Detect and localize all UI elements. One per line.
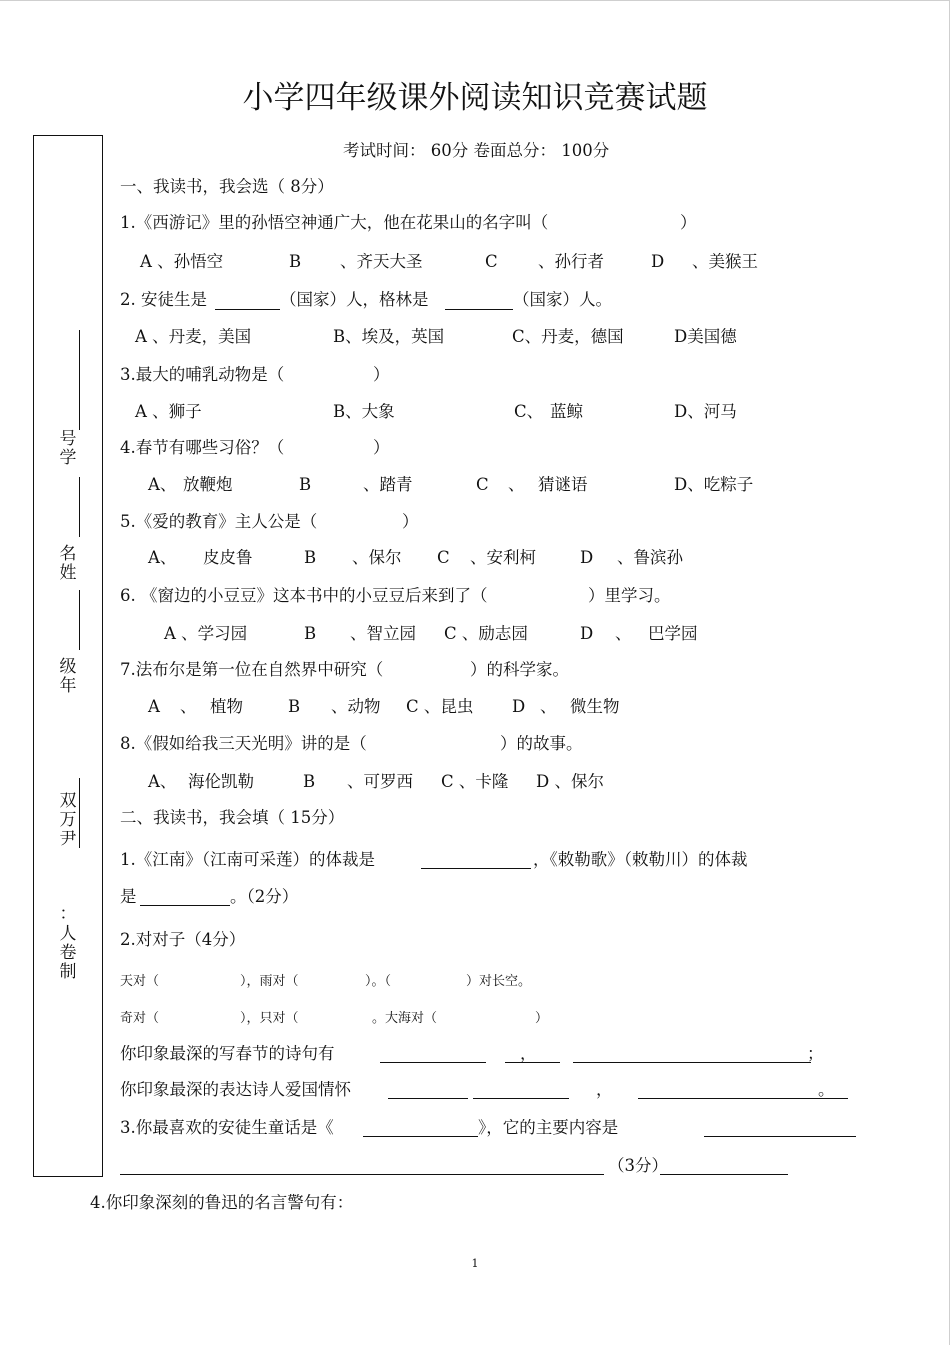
q2-blank-1[interactable]	[215, 309, 280, 310]
s2-q1-line1: 1.《江南》（江南可采莲）的体裁是	[120, 850, 375, 869]
q2-option-d: D美国德	[674, 327, 737, 346]
q1-option-d-letter: D	[651, 252, 665, 271]
q2-option-c: C、丹麦，德国	[512, 327, 624, 346]
q5-option-c: 、安利柯	[470, 548, 536, 567]
q3-option-d: D、河马	[674, 402, 737, 421]
patriot-poem-end: 。	[818, 1080, 835, 1099]
q1-option-c-letter: C	[485, 252, 498, 271]
q7-option-b-letter: B	[288, 697, 301, 716]
q6-option-d-letter: D	[580, 624, 594, 643]
q6-option-b-letter: B	[304, 624, 317, 643]
spring-poem-prompt: 你印象最深的写春节的诗句有	[120, 1044, 335, 1063]
q1-option-d: 、美猴王	[692, 252, 758, 271]
couplet-row2-c: 。大海对（	[372, 1011, 438, 1026]
q7-option-a-mark: 、	[180, 697, 197, 716]
q8-option-b: 、可罗西	[347, 772, 413, 791]
q3-option-b: B、大象	[333, 402, 395, 421]
q5-option-d-letter: D	[580, 548, 594, 567]
q5-option-a: 皮皮鲁	[203, 548, 253, 567]
s2-q3-score: （3分）	[608, 1156, 668, 1175]
sidebar-label-xingming: 名姓	[59, 544, 77, 583]
q1-option-c: 、孙行者	[538, 252, 604, 271]
q4-option-d: D、吃粽子	[674, 475, 754, 494]
q2-mid: （国家）人，格林是	[280, 290, 429, 309]
section2-heading: 二、我读书，我会填（ 15分）	[120, 808, 345, 827]
s2-q1-line2-end: 。（2分）	[230, 887, 299, 906]
q4-option-a-letter: A、	[148, 475, 177, 494]
q3-stem: 3.最大的哺乳动物是（	[120, 365, 285, 384]
q7-option-d-mark: 、	[540, 697, 557, 716]
q8-option-c: C 、卡隆	[441, 772, 509, 791]
sidebar-line-3	[79, 590, 80, 650]
q7-option-a-letter: A	[148, 697, 160, 716]
q5-option-b: 、保尔	[352, 548, 402, 567]
q4-option-c-letter: C	[476, 475, 489, 494]
sidebar-line-2	[79, 477, 80, 537]
q4-option-c: 猜谜语	[538, 475, 588, 494]
q3-option-c: 蓝鲸	[550, 402, 583, 421]
page-number: 1	[471, 1257, 479, 1270]
q2-stem: 2. 安徒生是	[120, 290, 207, 309]
patriot-poem-blank-3[interactable]	[638, 1098, 848, 1099]
q5-option-a-letter: A、	[148, 548, 177, 567]
s2-q1-blank-2[interactable]	[140, 905, 230, 906]
binding-sidebar	[33, 135, 103, 1177]
q1-close: ）	[680, 213, 697, 232]
couplet-row2-a: 奇对（	[120, 1011, 160, 1026]
page-top-border	[0, 0, 950, 1]
couplet-row1-c: ）。（	[365, 974, 392, 989]
q8-close: ）的故事。	[500, 734, 583, 753]
q8-option-a-letter: A、	[148, 772, 177, 791]
spring-poem-blank-1[interactable]	[380, 1062, 486, 1063]
q1-option-b: 、齐天大圣	[340, 252, 423, 271]
q7-option-c: C 、昆虫	[406, 697, 474, 716]
couplet-row2-d: ）	[535, 1011, 549, 1026]
s2-q3-blank-content-2[interactable]	[120, 1174, 604, 1175]
patriot-poem-blank-1[interactable]	[388, 1098, 468, 1099]
sidebar-colon: ：	[59, 904, 77, 924]
spring-poem-comma: ，	[520, 1044, 537, 1063]
couplet-row1-d: ）对长空。	[466, 974, 532, 989]
q5-option-c-letter: C	[437, 548, 450, 567]
sidebar-label-zhijuanren: 人卷制	[59, 924, 77, 982]
q3-option-c-letter: C、	[514, 402, 544, 421]
sidebar-name-value: 双万尹	[59, 791, 77, 849]
s2-q2-heading: 2.对对子（4分）	[120, 930, 246, 949]
s2-q1-comma: ，《敕勒歌》（敕勒川）的体裁	[533, 850, 748, 869]
q1-option-b-letter: B	[289, 252, 302, 271]
q7-stem: 7.法布尔是第一位在自然界中研究（	[120, 660, 384, 679]
q2-option-a: A 、丹麦，美国	[135, 327, 252, 346]
q4-option-c-mark: 、	[508, 475, 525, 494]
q5-option-b-letter: B	[304, 548, 317, 567]
q8-option-a: 海伦凯勒	[188, 772, 254, 791]
q7-option-b: 、动物	[331, 697, 381, 716]
patriot-poem-comma: ，	[596, 1080, 613, 1099]
couplet-row1-a: 天对（	[120, 974, 160, 989]
s2-q4: 4.你印象深刻的鲁迅的名言警句有：	[90, 1193, 354, 1212]
q6-stem: 6. 《窗边的小豆豆》这本书中的小豆豆后来到了（	[120, 586, 488, 605]
q5-stem: 5.《爱的教育》主人公是（	[120, 512, 318, 531]
patriot-poem-blank-2[interactable]	[473, 1098, 569, 1099]
exam-info: 考试时间： 60分 卷面总分： 100分	[343, 141, 610, 160]
q2-blank-2[interactable]	[445, 309, 513, 310]
q8-option-b-letter: B	[303, 772, 316, 791]
q8-stem: 8.《假如给我三天光明》讲的是（	[120, 734, 367, 753]
q3-close: ）	[373, 365, 390, 384]
q1-option-a: A 、孙悟空	[140, 252, 224, 271]
sidebar-line-4	[79, 778, 80, 848]
q4-option-a: 放鞭炮	[183, 475, 233, 494]
q1-stem: 1.《西游记》里的孙悟空神通广大，他在花果山的名字叫（	[120, 213, 549, 232]
spring-poem-blank-3[interactable]	[573, 1062, 811, 1063]
s2-q3-mid: 》，它的主要内容是	[478, 1118, 619, 1137]
q6-option-b: 、智立园	[350, 624, 416, 643]
s2-q1-blank-1[interactable]	[421, 868, 531, 869]
page-title: 小学四年级课外阅读知识竞赛试题	[242, 80, 708, 116]
couplet-row1-b: ），雨对（	[240, 974, 299, 989]
s2-q1-line2-start: 是	[120, 887, 137, 906]
q6-option-d-mark: 、	[615, 624, 632, 643]
s2-q3-blank-title[interactable]	[363, 1136, 478, 1137]
q8-option-d: D 、保尔	[536, 772, 604, 791]
q7-option-a: 植物	[210, 697, 243, 716]
section1-heading: 一、我读书，我会选（ 8分）	[120, 177, 334, 196]
sidebar-line-1	[79, 330, 80, 430]
couplet-row2-b: ），只对（	[240, 1011, 299, 1026]
q5-close: ）	[402, 512, 419, 531]
q2-option-b: B、埃及，英国	[333, 327, 445, 346]
q7-option-d-letter: D	[512, 697, 526, 716]
q4-close: ）	[373, 438, 390, 457]
q2-end: （国家）人。	[513, 290, 612, 309]
q6-option-d: 巴学园	[648, 624, 698, 643]
q6-option-a: A 、学习园	[164, 624, 248, 643]
q6-option-c: C 、励志园	[444, 624, 528, 643]
patriot-poem-prompt: 你印象最深的表达诗人爱国情怀	[120, 1080, 351, 1099]
q4-option-b: 、踏青	[363, 475, 413, 494]
q4-stem: 4.春节有哪些习俗？（	[120, 438, 285, 457]
q5-option-d: 、鲁滨孙	[617, 548, 683, 567]
q7-close: ）的科学家。	[470, 660, 569, 679]
q6-close: ）里学习。	[588, 586, 671, 605]
sidebar-label-nianji: 级年	[59, 657, 77, 696]
s2-q3-blank-content-1[interactable]	[704, 1136, 856, 1137]
q3-option-a: A 、狮子	[135, 402, 202, 421]
s2-q3-blank-content-3[interactable]	[660, 1174, 788, 1175]
q7-option-d: 微生物	[570, 697, 620, 716]
spring-poem-end: ；	[807, 1044, 824, 1063]
q4-option-b-letter: B	[299, 475, 312, 494]
s2-q3-start: 3.你最喜欢的安徒生童话是《	[120, 1118, 334, 1137]
sidebar-label-xuehao: 号学	[59, 429, 77, 468]
